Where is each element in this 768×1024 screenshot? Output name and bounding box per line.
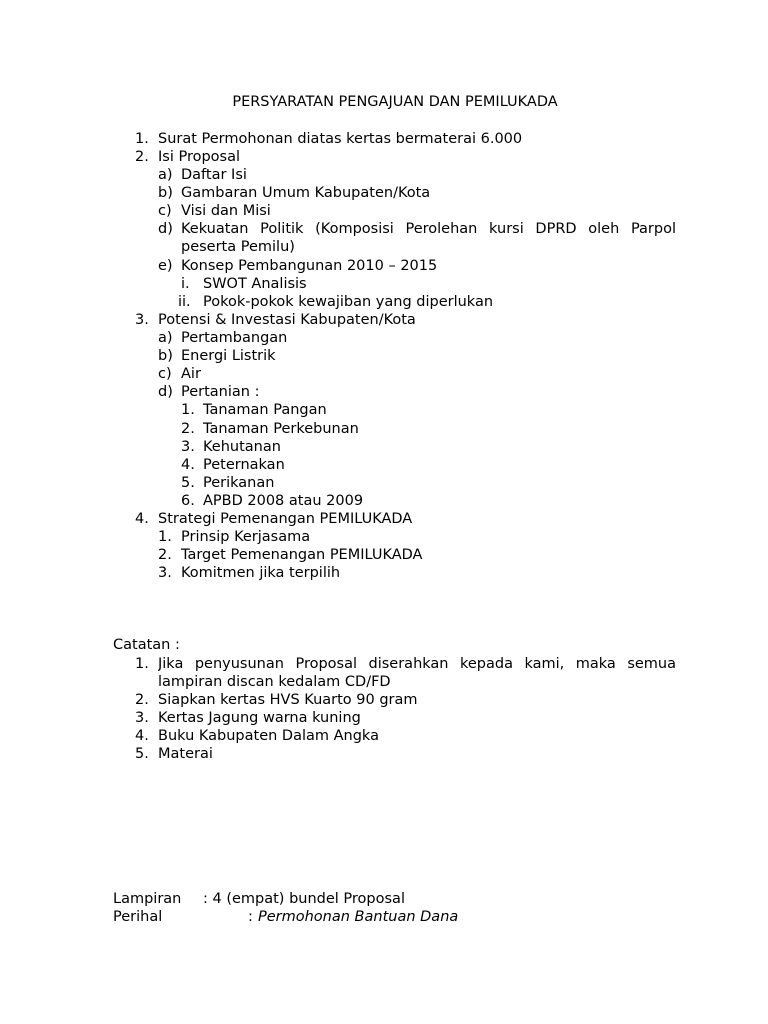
- lampiran-label: Lampiran: [113, 891, 182, 907]
- list-number: 2.: [181, 421, 195, 437]
- lampiran-value: : 4 (empat) bundel Proposal: [203, 891, 405, 907]
- list-item: Energi Listrik: [181, 348, 276, 364]
- list-item: Materai: [158, 746, 213, 762]
- list-item: Buku Kabupaten Dalam Angka: [158, 728, 379, 744]
- perihal-label: Perihal: [113, 909, 163, 925]
- list-number: 1.: [181, 402, 195, 418]
- list-item: Peternakan: [203, 457, 285, 473]
- list-number: 5.: [181, 475, 195, 491]
- list-item: Air: [181, 366, 201, 382]
- list-item: Komitmen jika terpilih: [181, 565, 341, 581]
- list-number: b): [158, 348, 173, 364]
- list-item-continuation: peserta Pemilu): [181, 239, 295, 255]
- list-number: 1.: [158, 529, 172, 545]
- list-number: 3.: [181, 439, 195, 455]
- document-title: PERSYARATAN PENGAJUAN DAN PEMILUKADA: [232, 94, 558, 110]
- list-number: c): [158, 366, 172, 382]
- list-item: Konsep Pembangunan 2010 – 2015: [181, 258, 438, 274]
- list-item: Kehutanan: [203, 439, 281, 455]
- list-number: 6.: [181, 493, 195, 509]
- list-number: 3.: [135, 312, 149, 328]
- list-number: 1.: [135, 131, 149, 147]
- list-item: APBD 2008 atau 2009: [203, 493, 364, 509]
- list-number: a): [158, 330, 173, 346]
- list-item: Visi dan Misi: [181, 203, 271, 219]
- list-item: Perikanan: [203, 475, 275, 491]
- list-item: Pokok-pokok kewajiban yang diperlukan: [203, 294, 494, 310]
- perihal-value: Permohonan Bantuan Dana: [258, 909, 459, 925]
- list-number: 3.: [158, 565, 172, 581]
- list-number: 2.: [158, 547, 172, 563]
- list-number: 4.: [135, 728, 149, 744]
- list-number: 2.: [135, 149, 149, 165]
- list-item: Pertanian :: [181, 384, 260, 400]
- list-item: SWOT Analisis: [203, 276, 307, 292]
- perihal-colon: :: [248, 909, 253, 925]
- list-item: Kertas Jagung warna kuning: [158, 710, 361, 726]
- list-item: Prinsip Kerjasama: [181, 529, 311, 545]
- list-item: Kekuatan Politik (Komposisi Perolehan kursi DPRD oleh Parpol: [181, 221, 676, 237]
- list-number: a): [158, 167, 173, 183]
- list-item: Tanaman Perkebunan: [203, 421, 359, 437]
- list-number: 3.: [135, 710, 149, 726]
- list-number: 2.: [135, 692, 149, 708]
- list-item: Strategi Pemenangan PEMILUKADA: [158, 511, 413, 527]
- list-item: Gambaran Umum Kabupaten/Kota: [181, 185, 431, 201]
- list-item: Jika penyusunan Proposal diserahkan kepada kami, maka semua: [158, 656, 676, 672]
- list-item: Tanaman Pangan: [203, 402, 327, 418]
- list-number: 5.: [135, 746, 149, 762]
- list-number: d): [158, 384, 173, 400]
- list-number: ii.: [178, 294, 191, 310]
- list-number: b): [158, 185, 173, 201]
- list-item: Pertambangan: [181, 330, 288, 346]
- list-item: Potensi & Investasi Kabupaten/Kota: [158, 312, 416, 328]
- list-number: 4.: [181, 457, 195, 473]
- list-item: Isi Proposal: [158, 149, 241, 165]
- list-item: Siapkan kertas HVS Kuarto 90 gram: [158, 692, 418, 708]
- list-number: i.: [181, 276, 190, 292]
- list-item: Surat Permohonan diatas kertas bermaterai 6.000: [158, 131, 523, 147]
- list-number: e): [158, 258, 173, 274]
- list-number: 4.: [135, 511, 149, 527]
- list-item: Target Pemenangan PEMILUKADA: [181, 547, 423, 563]
- notes-heading: Catatan :: [113, 637, 180, 653]
- list-number: d): [158, 221, 173, 237]
- list-number: 1.: [135, 656, 149, 672]
- list-item-continuation: lampiran discan kedalam CD/FD: [158, 674, 391, 690]
- list-item: Daftar Isi: [181, 167, 247, 183]
- list-number: c): [158, 203, 172, 219]
